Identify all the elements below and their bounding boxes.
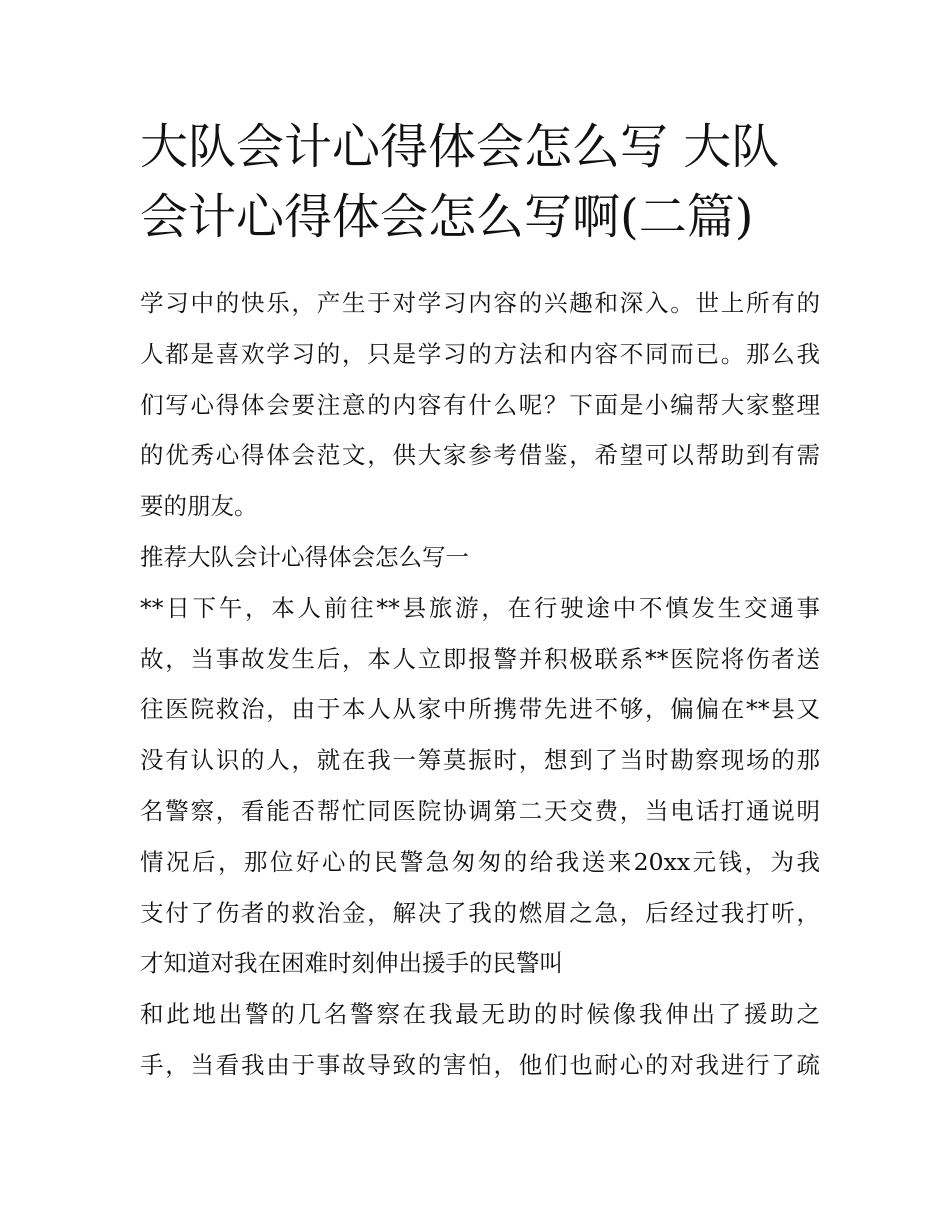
intro-line: 学习中的快乐，产生于对学习内容的兴趣和深入。世上所有的: [140, 289, 820, 317]
story-line: 情况后，那位好心的民警急匆匆的给我送来20xx元钱，为我: [140, 847, 820, 876]
continuation-line: 和此地出警的几名警察在我最无助的时候像我伸出了援助之: [140, 1000, 820, 1029]
intro-line: 人都是喜欢学习的，只是学习的方法和内容不同而已。那么我: [140, 339, 820, 368]
section-heading: [140, 532, 820, 583]
story-line: **日下午，本人前往**县旅游，在行驶途中不慎发生交通事: [140, 593, 820, 622]
story-line: 名警察，看能否帮忙同医院协调第二天交费，当电话打通说明: [140, 796, 820, 825]
story-line: 没有认识的人，就在我一筹莫振时，想到了当时勘察现场的那: [140, 746, 820, 775]
story-line: 支付了伤者的救治金，解决了我的燃眉之急，后经过我打听，: [140, 898, 820, 927]
document-title: [140, 112, 820, 252]
continuation-line: 手，当看我由于事故导致的害怕，他们也耐心的对我进行了疏: [140, 1050, 820, 1079]
story-paragraph: [140, 583, 820, 989]
document-body: [140, 278, 820, 1091]
title-line: 大队会计心得体会怎么写 大队: [140, 119, 780, 175]
title-line: 会计心得体会怎么写啊(二篇): [140, 189, 754, 245]
story-line: 才知道对我在困难时刻伸出援手的民警叫: [140, 949, 563, 978]
intro-line: 的优秀心得体会范文，供大家参考借鉴，希望可以帮助到有需: [140, 441, 820, 470]
intro-line: 们写心得体会要注意的内容有什么呢？下面是小编帮大家整理: [140, 390, 820, 419]
continuation-paragraph: [140, 989, 820, 1091]
intro-paragraph: [140, 278, 820, 532]
section-heading-text: 推荐大队会计心得体会怎么写一: [140, 542, 469, 571]
intro-line: 要的朋友。: [140, 492, 258, 521]
story-line: 往医院救治，由于本人从家中所携带先进不够，偏偏在**县又: [140, 695, 820, 724]
story-line: 故，当事故发生后，本人立即报警并积极联系**医院将伤者送: [140, 644, 820, 673]
